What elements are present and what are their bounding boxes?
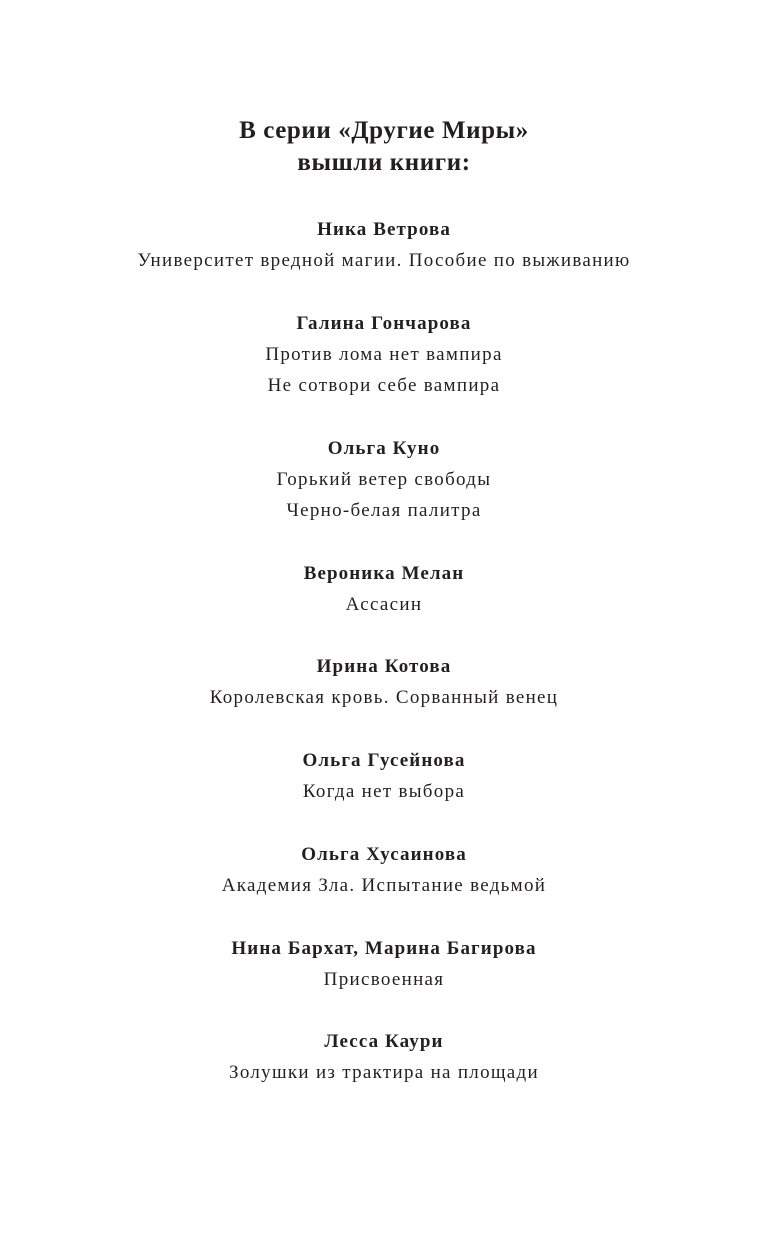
heading-line-2: вышли книги:	[297, 149, 471, 176]
book-title: Черно-белая палитра	[286, 500, 482, 521]
series-entry	[0, 1026, 768, 1088]
author-name: Ирина Котова	[316, 656, 452, 677]
series-entry	[0, 933, 768, 995]
series-entry	[0, 839, 768, 901]
book-title: Королевская кровь. Сорванный венец	[209, 687, 559, 708]
book-title: Присвоенная	[323, 969, 445, 990]
book-title: Против лома нет вампира	[265, 344, 503, 365]
series-entry	[0, 745, 768, 807]
series-entry	[0, 651, 768, 713]
book-title: Горький ветер свободы	[276, 469, 492, 490]
series-entry	[0, 433, 768, 526]
book-title: Золушки из трактира на площади	[229, 1062, 539, 1083]
author-name: Ника Ветрова	[317, 219, 451, 240]
author-name: Вероника Мелан	[303, 563, 465, 584]
author-name: Ольга Хусаинова	[301, 844, 467, 865]
author-name: Ольга Куно	[327, 438, 441, 459]
book-title: Когда нет выбора	[302, 781, 466, 802]
author-name: Нина Бархат, Марина Багирова	[231, 938, 537, 959]
author-name: Галина Гончарова	[296, 313, 472, 334]
author-name: Лесса Каури	[324, 1031, 444, 1052]
heading-line-1: В серии «Другие Миры»	[239, 117, 529, 144]
book-title: Академия Зла. Испытание ведьмой	[221, 875, 547, 896]
series-entry	[0, 558, 768, 620]
author-name: Ольга Гусейнова	[302, 750, 466, 771]
book-title: Не сотвори себе вампира	[267, 375, 501, 396]
series-entry	[0, 308, 768, 401]
series-entry	[0, 214, 768, 276]
book-title: Университет вредной магии. Пособие по выживанию	[137, 250, 631, 271]
book-title: Ассасин	[345, 594, 423, 615]
page-heading	[0, 115, 768, 179]
